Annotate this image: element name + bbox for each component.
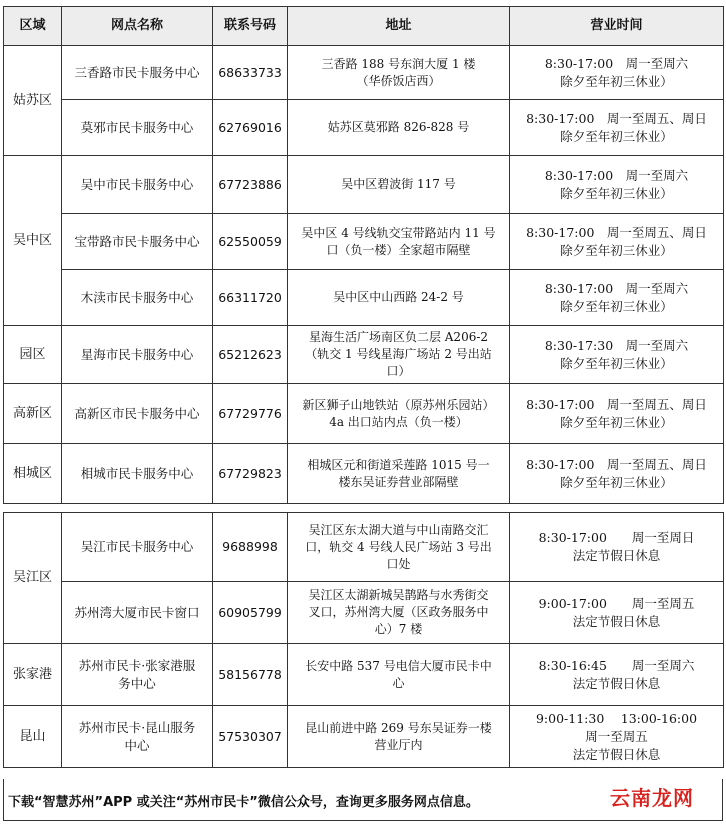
table-row (4, 156, 724, 214)
name-line: 吴江市民卡服务中心 (80, 539, 194, 554)
addr-line: 口，轨交 4 号线人民广场站 3 号出 (305, 539, 492, 554)
hours-line: 8:30-17:00 周一至周五、周日 (526, 456, 707, 472)
name-cell (62, 326, 213, 384)
hours-cell (510, 513, 724, 582)
hours-line: 周一至周五 (585, 728, 648, 744)
hours-cell (510, 100, 724, 156)
name-line: 苏州湾大厦市民卡窗口 (74, 604, 200, 620)
name-line: 三香路市民卡服务中心 (74, 64, 200, 80)
hours-line: 法定节假日休息 (572, 746, 661, 762)
hours-line: 法定节假日休息 (572, 675, 661, 691)
table-row (4, 444, 724, 504)
hours-cell (510, 582, 724, 644)
addr-line: 口（负一楼）全家超市隔壁 (326, 242, 471, 257)
addr-line: 姑苏区莫邪路 826-828 号 (327, 120, 470, 134)
phone-cell: 62550059 (213, 214, 288, 270)
addr-line: 新区狮子山地铁站（原苏州乐园站） (302, 397, 495, 412)
name-cell (62, 706, 213, 768)
hours-line: 8:30-17:00 周一至周五、周日 (526, 396, 707, 412)
name-line: 吴中市民卡服务中心 (80, 176, 194, 192)
hours-line: 8:30-17:00 周一至周六 (544, 55, 689, 71)
footer-note: 下载“智慧苏州”APP 或关注“苏州市民卡”微信公众号，查询更多服务网点信息。 (8, 795, 479, 810)
addr-line: 口） (386, 364, 411, 378)
addr-cell (288, 326, 510, 384)
phone-cell: 9688998 (213, 513, 288, 582)
hours-line: 除夕至年初三休业） (560, 414, 673, 430)
phone-cell: 66311720 (213, 270, 288, 326)
addr-line: 吴中区碧波街 117 号 (341, 177, 456, 191)
region-cell: 张家港 (4, 644, 62, 706)
addr-cell (288, 214, 510, 270)
hours-line: 除夕至年初三休业） (560, 73, 673, 89)
region-cell: 姑苏区 (4, 46, 62, 156)
addr-cell (288, 384, 510, 444)
name-line: 中心 (124, 737, 150, 753)
addr-cell (288, 644, 510, 706)
region-cell: 昆山 (4, 706, 62, 768)
phone-cell: 67723886 (213, 156, 288, 214)
addr-line: 吴中区中山西路 24-2 号 (333, 290, 464, 304)
hours-line: 8:30-17:00 周一至周五、周日 (526, 224, 707, 240)
table-row (4, 513, 724, 582)
name-cell (62, 644, 213, 706)
table-row (4, 270, 724, 326)
table-row (4, 706, 724, 768)
addr-line: 昆山前进中路 269 号东吴证券一楼 (305, 720, 492, 735)
phone-cell: 57530307 (213, 706, 288, 768)
name-cell (62, 214, 213, 270)
hours-cell (510, 46, 724, 100)
name-line: 宝带路市民卡服务中心 (74, 233, 200, 249)
table-row (4, 100, 724, 156)
phone-cell: 68633733 (213, 46, 288, 100)
name-line: 苏州市民卡·昆山服务 (78, 719, 196, 735)
hours-cell (510, 326, 724, 384)
addr-cell (288, 706, 510, 768)
hours-line: 8:30-17:00 周一至周六 (544, 167, 689, 183)
name-line: 高新区市民卡服务中心 (74, 405, 200, 421)
hours-line: 8:30-17:00 周一至周日 (538, 530, 695, 545)
table-row (4, 384, 724, 444)
hours-cell (510, 384, 724, 444)
name-cell (62, 384, 213, 444)
table-row (4, 326, 724, 384)
table-body-2 (4, 513, 724, 768)
addr-line: 相城区元和街道采莲路 1015 号一 (307, 457, 490, 472)
name-line: 务中心 (118, 675, 156, 691)
addr-cell (288, 100, 510, 156)
hours-cell (510, 644, 724, 706)
region-cell: 高新区 (4, 384, 62, 444)
addr-line: 心）7 楼 (374, 622, 423, 636)
addr-line: 星海生活广场南区负二层 A206-2 (308, 330, 489, 344)
name-line: 莫邪市民卡服务中心 (80, 119, 194, 135)
phone-cell: 58156778 (213, 644, 288, 706)
phone-cell: 67729823 (213, 444, 288, 504)
addr-line: 营业厅内 (374, 737, 423, 752)
addr-line: 心 (392, 675, 405, 690)
hours-cell (510, 214, 724, 270)
phone-cell: 62769016 (213, 100, 288, 156)
addr-line: 口处 (386, 556, 411, 571)
hours-line: 8:30-17:00 周一至周六 (544, 280, 689, 296)
name-cell (62, 46, 213, 100)
hours-line: 除夕至年初三休业） (560, 298, 673, 314)
table-row (4, 644, 724, 706)
name-cell (62, 100, 213, 156)
name-cell (62, 582, 213, 644)
table-row (4, 214, 724, 270)
hours-line: 法定节假日休息 (572, 613, 661, 629)
name-cell (62, 270, 213, 326)
addr-cell (288, 270, 510, 326)
hours-line: 9:00-17:00 周一至周五 (538, 595, 695, 611)
service-table-1 (3, 6, 724, 504)
name-line: 相城市民卡服务中心 (80, 465, 194, 481)
hours-line: 除夕至年初三休业） (560, 474, 673, 490)
addr-line: 三香路 188 号东润大厦 1 楼 (321, 56, 476, 71)
addr-line: 吴江区东太湖大道与中山南路交汇 (308, 522, 489, 537)
header-phone: 联系号码 (213, 7, 288, 46)
addr-cell (288, 444, 510, 504)
hours-cell (510, 444, 724, 504)
addr-line: 楼东吴证券营业部隔壁 (338, 474, 459, 489)
region-cell: 吴中区 (4, 156, 62, 326)
hours-cell (510, 156, 724, 214)
addr-cell (288, 46, 510, 100)
hours-line: 8:30-17:00 周一至周五、周日 (526, 110, 707, 126)
addr-cell (288, 513, 510, 582)
addr-cell (288, 156, 510, 214)
table-row (4, 46, 724, 100)
service-table-2 (3, 512, 724, 768)
name-cell (62, 444, 213, 504)
name-cell (62, 156, 213, 214)
header-region: 区域 (4, 7, 62, 46)
hours-line: 8:30-17:30 周一至周六 (544, 337, 689, 353)
hours-line: 9:00-11:30 13:00-16:00 (535, 710, 698, 726)
name-line: 星海市民卡服务中心 (80, 346, 194, 362)
region-cell: 相城区 (4, 444, 62, 504)
header-name: 网点名称 (62, 7, 213, 46)
hours-line: 除夕至年初三休业） (560, 355, 673, 371)
addr-cell (288, 582, 510, 644)
addr-line: 长安中路 537 号电信大厦市民卡中 (305, 658, 492, 673)
name-line: 苏州市民卡·张家港服 (78, 657, 196, 673)
hours-line: 法定节假日休息 (572, 548, 661, 563)
phone-cell: 67729776 (213, 384, 288, 444)
region-cell: 吴江区 (4, 513, 62, 644)
name-cell (62, 513, 213, 582)
header-hours: 营业时间 (510, 7, 724, 46)
hours-line: 8:30-16:45 周一至周六 (538, 657, 695, 673)
phone-cell: 60905799 (213, 582, 288, 644)
phone-cell: 65212623 (213, 326, 288, 384)
hours-line: 除夕至年初三休业） (560, 242, 673, 258)
hours-cell (510, 270, 724, 326)
addr-line: 吴中区 4 号线轨交宝带路站内 11 号 (301, 225, 496, 240)
watermark-logo: 云南龙网 (610, 786, 694, 810)
table-header-row (4, 7, 724, 46)
addr-line: 吴江区太湖新城吴鹊路与水秀街交 (308, 588, 489, 602)
table-row (4, 582, 724, 644)
name-line: 木渎市民卡服务中心 (80, 289, 194, 305)
addr-line: 4a 出口站内点（负一楼） (329, 414, 468, 429)
addr-line: （华侨饭店西） (356, 73, 441, 88)
hours-line: 除夕至年初三休业） (560, 185, 673, 201)
region-cell: 园区 (4, 326, 62, 384)
hours-line: 除夕至年初三休业） (560, 128, 673, 144)
addr-line: 叉口，苏州湾大厦（区政务服务中 (308, 605, 489, 619)
table-body-1 (4, 46, 724, 504)
hours-cell (510, 706, 724, 768)
header-address: 地址 (288, 7, 510, 46)
addr-line: （轨交 1 号线星海广场站 2 号出站 (305, 347, 492, 361)
